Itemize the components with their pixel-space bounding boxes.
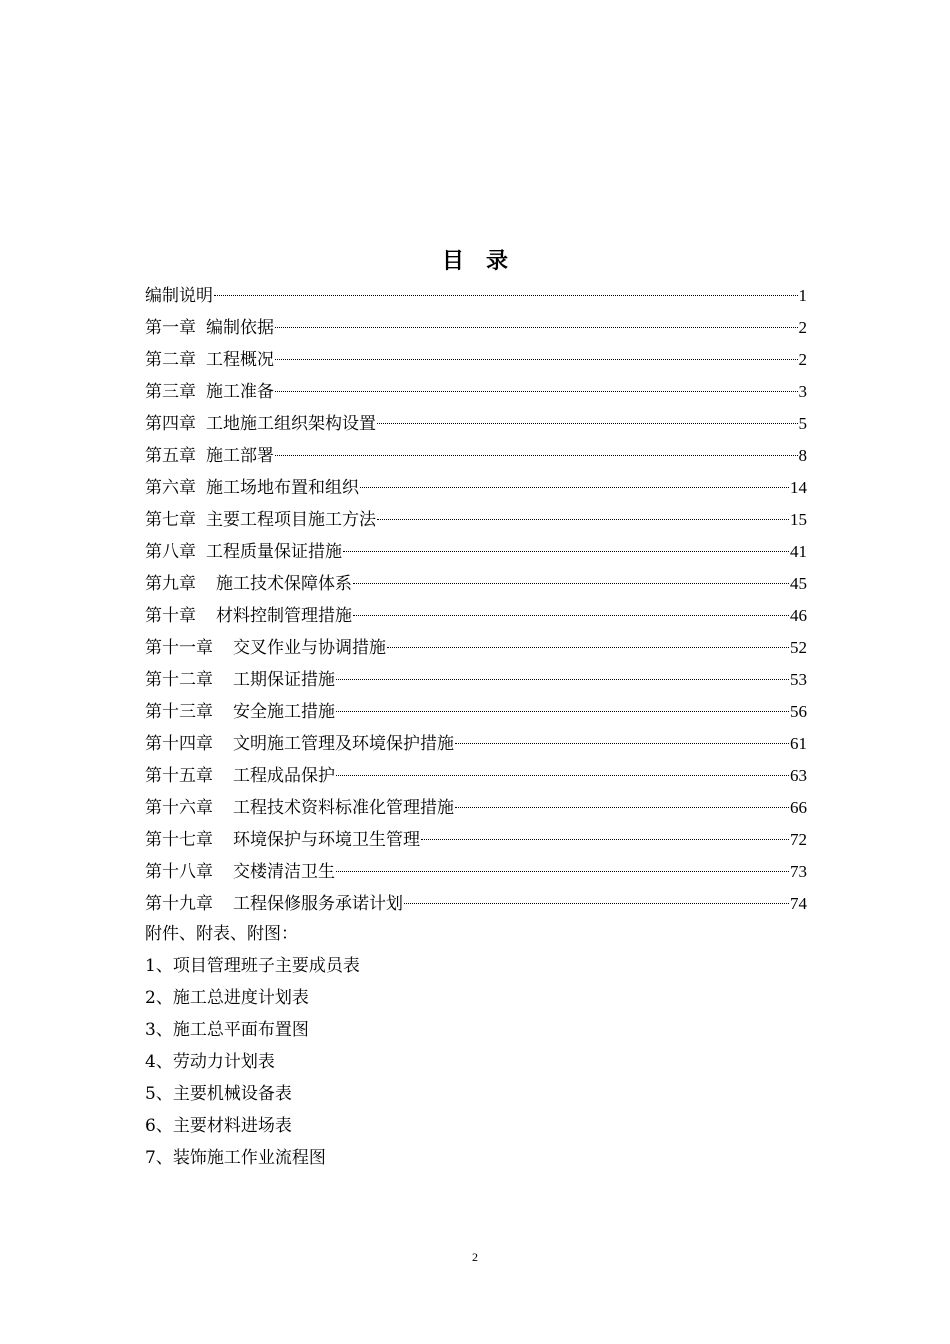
toc-page-number: 14 <box>790 478 807 497</box>
toc-chapter-number: 第十三章 <box>145 702 213 722</box>
attachments-list <box>145 950 360 1174</box>
dot-leader <box>336 711 789 712</box>
toc-chapter-number: 第九章 <box>145 574 196 594</box>
dot-leader <box>353 615 789 616</box>
toc-entry <box>145 856 807 888</box>
toc-chapter-number: 第三章 <box>145 382 196 402</box>
dot-leader <box>353 583 789 584</box>
dot-leader <box>336 871 789 872</box>
attachment-item: 6、主要材料进场表 <box>145 1116 292 1136</box>
toc-entry <box>145 568 807 600</box>
toc-entry-label: 工地施工组织架构设置 <box>206 414 376 434</box>
attachment-item: 7、装饰施工作业流程图 <box>145 1148 326 1168</box>
toc-chapter-number: 第四章 <box>145 414 196 434</box>
toc-entry <box>145 664 807 696</box>
toc-entry-label: 施工场地布置和组织 <box>206 478 359 498</box>
toc-entry <box>145 824 807 856</box>
dot-leader <box>377 519 789 520</box>
toc-chapter-number: 第十四章 <box>145 734 213 754</box>
toc-page-number: 5 <box>798 414 807 433</box>
attachment-item: 3、施工总平面布置图 <box>145 1020 309 1040</box>
dot-leader <box>275 359 798 360</box>
dot-leader <box>343 551 789 552</box>
dot-leader <box>421 839 789 840</box>
toc-entry-label: 工程技术资料标准化管理措施 <box>233 798 454 818</box>
toc-entry-label: 工程质量保证措施 <box>206 542 342 562</box>
toc-page-number: 53 <box>790 670 807 689</box>
toc-entry <box>145 536 807 568</box>
toc-page-number: 1 <box>798 286 807 305</box>
toc-entry-label: 编制依据 <box>206 318 274 338</box>
toc-list <box>145 280 807 920</box>
toc-entry <box>145 632 807 664</box>
footer-page-number: 2 <box>472 1250 478 1264</box>
toc-page-number: 2 <box>798 350 807 369</box>
toc-entry <box>145 408 807 440</box>
toc-entry-label: 环境保护与环境卫生管理 <box>233 830 420 850</box>
toc-chapter-number: 第六章 <box>145 478 196 498</box>
toc-entry-label: 材料控制管理措施 <box>216 606 352 626</box>
toc-page-number: 63 <box>790 766 807 785</box>
toc-page-number: 72 <box>790 830 807 849</box>
toc-entry-label: 交楼清洁卫生 <box>233 862 335 882</box>
toc-chapter-number: 第七章 <box>145 510 196 530</box>
dot-leader <box>275 455 798 456</box>
dot-leader <box>336 775 789 776</box>
toc-chapter-number: 第二章 <box>145 350 196 370</box>
page-title: 目录 <box>441 249 530 274</box>
toc-page-number: 8 <box>798 446 807 465</box>
toc-page-number: 15 <box>790 510 807 529</box>
toc-entry <box>145 792 807 824</box>
toc-page-number: 66 <box>790 798 807 817</box>
toc-chapter-number: 第八章 <box>145 542 196 562</box>
toc-entry <box>145 696 807 728</box>
toc-entry-label: 文明施工管理及环境保护措施 <box>233 734 454 754</box>
dot-leader <box>336 679 789 680</box>
toc-page-number: 41 <box>790 542 807 561</box>
toc-chapter-number: 第十七章 <box>145 830 213 850</box>
toc-page-number: 73 <box>790 862 807 881</box>
attachment-item: 5、主要机械设备表 <box>145 1084 292 1104</box>
dot-leader <box>455 743 789 744</box>
dot-leader <box>404 903 789 904</box>
toc-chapter-number: 第十五章 <box>145 766 213 786</box>
toc-page-number: 61 <box>790 734 807 753</box>
toc-page-number: 45 <box>790 574 807 593</box>
dot-leader <box>455 807 789 808</box>
toc-page-number: 3 <box>798 382 807 401</box>
toc-entry <box>145 504 807 536</box>
toc-chapter-number: 第五章 <box>145 446 196 466</box>
toc-chapter-number: 第一章 <box>145 318 196 338</box>
toc-page-number: 74 <box>790 894 807 913</box>
toc-page-number: 52 <box>790 638 807 657</box>
dot-leader <box>214 295 798 296</box>
toc-chapter-number: 第十九章 <box>145 894 213 914</box>
toc-entry <box>145 440 807 472</box>
toc-entry-label: 安全施工措施 <box>233 702 335 722</box>
toc-entry <box>145 728 807 760</box>
dot-leader <box>377 423 798 424</box>
toc-entry-label: 施工准备 <box>206 382 274 402</box>
attachment-item: 1、项目管理班子主要成员表 <box>145 956 360 976</box>
toc-entry <box>145 472 807 504</box>
toc-chapter-number: 第十章 <box>145 606 196 626</box>
toc-entry-label: 工期保证措施 <box>233 670 335 690</box>
toc-entry <box>145 312 807 344</box>
dot-leader <box>360 487 789 488</box>
toc-entry <box>145 280 807 312</box>
toc-page-number: 46 <box>790 606 807 625</box>
toc-entry-label: 工程成品保护 <box>233 766 335 786</box>
toc-entry-label: 工程概况 <box>206 350 274 370</box>
attachment-item: 2、施工总进度计划表 <box>145 988 309 1008</box>
dot-leader <box>275 391 798 392</box>
toc-entry <box>145 600 807 632</box>
dot-leader <box>275 327 798 328</box>
toc-entry-label: 主要工程项目施工方法 <box>206 510 376 530</box>
toc-entry-label: 编制说明 <box>145 286 213 306</box>
dot-leader <box>387 647 789 648</box>
toc-entry <box>145 760 807 792</box>
toc-chapter-number: 第十二章 <box>145 670 213 690</box>
toc-chapter-number: 第十一章 <box>145 638 213 658</box>
toc-entry <box>145 888 807 920</box>
toc-entry-label: 工程保修服务承诺计划 <box>233 894 403 914</box>
attachment-item: 4、劳动力计划表 <box>145 1052 275 1072</box>
toc-page-number: 2 <box>798 318 807 337</box>
toc-chapter-number: 第十六章 <box>145 798 213 818</box>
toc-entry-label: 施工部署 <box>206 446 274 466</box>
toc-entry-label: 施工技术保障体系 <box>216 574 352 594</box>
attachments-heading: 附件、附表、附图： <box>145 924 298 944</box>
toc-entry-label: 交叉作业与协调措施 <box>233 638 386 658</box>
toc-page-number: 56 <box>790 702 807 721</box>
toc-entry <box>145 344 807 376</box>
toc-chapter-number: 第十八章 <box>145 862 213 882</box>
toc-entry <box>145 376 807 408</box>
